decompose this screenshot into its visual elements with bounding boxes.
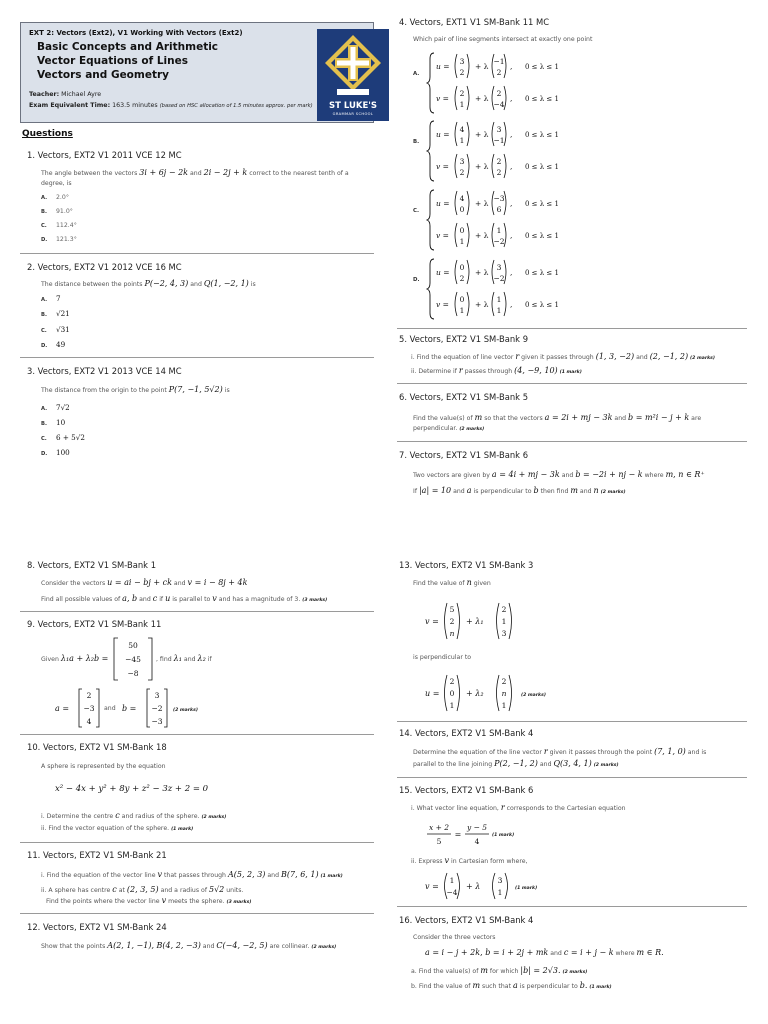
q11-part-i: i. Find the equation of the vector line v that passes through A(5, 2, 3) and B(7, 6, 1) (1 mark) <box>41 870 343 879</box>
q15-title: 15. Vectors, EXT2 V1 SM-Bank 6 <box>399 785 534 795</box>
fraction-numerator: y − 5 <box>466 823 488 832</box>
worksheet-header <box>20 22 377 123</box>
matrix-entry: −45 <box>125 655 141 664</box>
q2-option-a[interactable]: A. 7 <box>41 294 61 303</box>
q12-text: Show that the points A(2, 1, −1), B(4, 2, −3) and C(−4, −2, 5) are collinear. (2 marks) <box>41 941 337 950</box>
math-text: , <box>510 130 513 139</box>
math-text: 1 <box>496 295 502 304</box>
math-text: 0 <box>459 263 465 272</box>
matrix-entry: 4 <box>86 717 92 726</box>
matrix-entry: −3 <box>83 704 95 713</box>
q9-text-2: , find λ₁ and λ₂ if <box>156 654 212 663</box>
math-text: 0 ≤ λ ≤ 1 <box>525 63 559 71</box>
math-text: , <box>510 268 513 277</box>
school-logo <box>317 29 389 121</box>
math-text: , <box>510 300 513 309</box>
topic-2: Vector Equations of Lines <box>37 55 188 67</box>
matrix-entry: −3 <box>151 717 163 726</box>
math-text: 2 <box>459 89 465 98</box>
math-text: 3 <box>496 263 502 272</box>
math-text: 0 ≤ λ ≤ 1 <box>525 301 559 309</box>
q1-option-d[interactable]: D. 121.3° <box>41 236 77 243</box>
q15-i-marks: (1 mark) <box>492 833 515 838</box>
vector-entry: 1 <box>501 617 507 626</box>
line-pair-system <box>426 187 606 253</box>
option-letter: A. <box>413 71 420 77</box>
math-text: 2 <box>496 89 502 98</box>
q9-rhs-matrix <box>113 637 153 681</box>
math-text: 4 <box>459 125 465 134</box>
q10-text: A sphere is represented by the equation <box>41 763 166 770</box>
vector-entry: 5 <box>449 605 455 614</box>
vector-entry: 1 <box>449 701 455 710</box>
math-text: 1 <box>459 237 465 246</box>
q3-option-c[interactable]: C. 6 + 5√2 <box>41 433 85 442</box>
math-text: 1 <box>459 136 465 145</box>
logo-name: ST LUKE'S <box>328 101 377 111</box>
divider <box>397 906 747 907</box>
questions-heading: Questions <box>22 129 73 139</box>
math-text: 0 ≤ λ ≤ 1 <box>525 269 559 277</box>
q7-text: Two vectors are given by a = 4i + mj − 3k and b = −2i + nj − k where m, n ∈ R⁺ <box>413 470 705 479</box>
q15-lambda: + λ <box>466 882 481 891</box>
q4-option-b[interactable] <box>413 118 613 184</box>
q15-v-label: v = <box>425 882 439 891</box>
math-text: v = <box>436 300 449 309</box>
q11-part-ii-2: Find the points where the vector line v meets the sphere. (3 marks) <box>46 896 252 905</box>
math-text: −4 <box>493 100 505 109</box>
q13-lambda1: + λ₁ <box>466 617 484 626</box>
math-text: −2 <box>493 274 505 283</box>
q9-text: Given λ₁a + λ₂b = <box>41 654 109 663</box>
math-text: + λ <box>475 94 489 103</box>
q7-text-2: If |a| = 10 and a is perpendicular to b then find m and n (2 marks) <box>413 486 626 495</box>
divider <box>20 357 374 358</box>
q2-option-b[interactable]: B. √21 <box>41 309 70 318</box>
q6-text-2: perpendicular. (2 marks) <box>413 425 485 432</box>
topic-1: Basic Concepts and Arithmetic <box>37 41 219 53</box>
math-text: v = <box>436 94 449 103</box>
q4-text: Which pair of line segments intersect at exactly one point <box>413 36 593 43</box>
q1-option-c[interactable]: C. 112.4° <box>41 222 77 229</box>
math-text: + λ <box>475 162 489 171</box>
math-text: , <box>510 199 513 208</box>
q13-title: 13. Vectors, EXT2 V1 SM-Bank 3 <box>399 560 534 570</box>
divider <box>20 611 374 612</box>
divider <box>397 328 747 329</box>
math-text: 0 ≤ λ ≤ 1 <box>525 163 559 171</box>
vector-entry: −4 <box>446 888 458 897</box>
q5-part-ii: ii. Determine if r passes through (4, −9, 10) (1 mark) <box>411 366 582 375</box>
q2-text: The distance between the points P(−2, 4, 3) and Q(1, −2, 1) is <box>41 279 256 288</box>
q10-equation: x² − 4x + y² + 8y + z² − 3z + 2 = 0 <box>55 784 209 794</box>
q10-title: 10. Vectors, EXT2 V1 SM-Bank 18 <box>27 742 167 752</box>
q13-marks: (2 marks) <box>521 693 546 698</box>
math-text: u = <box>436 268 450 277</box>
time-line: Exam Equivalent Time: 163.5 minutes (based on HSC allocation of 1.5 minutes approx. per mark) <box>29 102 313 109</box>
q13-u-point <box>441 674 463 712</box>
q3-option-a[interactable]: A. 7√2 <box>41 403 70 412</box>
equals-sign: = <box>454 830 462 839</box>
math-text: 0 ≤ λ ≤ 1 <box>525 95 559 103</box>
q15-part-ii: ii. Express v in Cartesian form where, <box>411 856 528 865</box>
math-text: 3 <box>459 157 465 166</box>
q2-option-c[interactable]: C. √31 <box>41 325 70 334</box>
math-text: −1 <box>493 136 505 145</box>
math-text: 0 ≤ λ ≤ 1 <box>525 232 559 240</box>
math-text: , <box>510 94 513 103</box>
vector-entry: 3 <box>497 876 503 885</box>
math-text: + λ <box>475 130 489 139</box>
math-text: + λ <box>475 199 489 208</box>
matrix-entry: −8 <box>127 669 139 678</box>
q16-vectors: a = i − j + 2k, b = i + 2j + mk and c = i + j − k where m ∈ R. <box>425 948 664 957</box>
vector-entry: 2 <box>501 605 507 614</box>
vector-entry: 3 <box>501 629 507 638</box>
q6-text: Find the value(s) of m so that the vectors a = 2i + mj − 3k and b = m²i − j + k are <box>413 413 702 422</box>
vector-entry: n <box>501 689 507 698</box>
q15-v-direction <box>489 872 511 900</box>
math-text: 1 <box>459 100 465 109</box>
divider <box>397 441 747 442</box>
math-text: 0 ≤ λ ≤ 1 <box>525 200 559 208</box>
q1-text-2: degree, is <box>41 180 72 187</box>
q9-b-matrix <box>146 688 168 728</box>
math-text: u = <box>436 199 450 208</box>
fraction-denominator: 4 <box>474 837 480 846</box>
q16-text: Consider the three vectors <box>413 934 496 941</box>
q1-option-a[interactable]: A. 2.0° <box>41 194 69 201</box>
school-crest-icon <box>317 29 389 99</box>
q13-v-point <box>441 602 463 640</box>
vector-entry: 1 <box>449 876 455 885</box>
math-text: + λ <box>475 62 489 71</box>
q4-option-c[interactable] <box>413 187 613 253</box>
q9-and: and <box>104 705 116 712</box>
q7-title: 7. Vectors, EXT2 V1 SM-Bank 6 <box>399 450 529 460</box>
q3-option-b[interactable]: B. 10 <box>41 418 66 427</box>
q1-text: The angle between the vectors 3i + 6j − 2k and 2i − 2j + k correct to the nearest tenth of a <box>41 168 349 177</box>
teacher-line: Teacher: Michael Ayre <box>29 91 102 98</box>
vector-entry: 2 <box>449 677 455 686</box>
q8-text: Consider the vectors u = ai − bj + ck and v = i − 8j + 4k <box>41 578 248 587</box>
math-text: 2 <box>459 168 465 177</box>
q10-part-i: i. Determine the centre c and radius of the sphere. (2 marks) <box>41 811 227 820</box>
q14-text: Determine the equation of the line vector r given it passes through the point (7, 1, 0) and is <box>413 747 707 756</box>
math-text: 2 <box>496 68 502 77</box>
q13-lambda2: + λ₂ <box>466 689 484 698</box>
matrix-entry: 2 <box>86 691 92 700</box>
math-text: −2 <box>493 237 505 246</box>
vector-entry: 1 <box>501 701 507 710</box>
math-text: 3 <box>496 125 502 134</box>
q4-option-d[interactable] <box>413 256 613 322</box>
math-text: 1 <box>496 226 502 235</box>
q5-part-i: i. Find the equation of line vector r given it passes through (1, 3, −2) and (2, −1, 2) (2 marks) <box>411 352 715 361</box>
option-letter: C. <box>413 208 420 214</box>
q4-option-a[interactable] <box>413 50 613 116</box>
matrix-entry: 3 <box>154 691 160 700</box>
math-text: 0 <box>459 226 465 235</box>
q16-title: 16. Vectors, EXT2 V1 SM-Bank 4 <box>399 915 534 925</box>
divider <box>20 734 374 735</box>
math-text: 0 ≤ λ ≤ 1 <box>525 131 559 139</box>
divider <box>397 383 747 384</box>
math-text: 1 <box>496 306 502 315</box>
math-text: −3 <box>493 194 505 203</box>
vector-entry: 2 <box>501 677 507 686</box>
q10-part-ii: ii. Find the vector equation of the sphere. (1 mark) <box>41 825 194 832</box>
divider <box>20 913 374 914</box>
math-text: u = <box>436 130 450 139</box>
q16-part-a: a. Find the value(s) of m for which |b| = 2√3. (2 marks) <box>411 966 588 975</box>
course-title: EXT 2: Vectors (Ext2), V1 Working With Vectors (Ext2) <box>29 29 243 37</box>
q13-v-label: v = <box>425 617 439 626</box>
matrix-entry: −2 <box>151 704 163 713</box>
math-text: 0 <box>459 205 465 214</box>
math-text: 4 <box>459 194 465 203</box>
q4-title: 4. Vectors, EXT1 V1 SM-Bank 11 MC <box>399 17 550 27</box>
math-text: , <box>510 62 513 71</box>
q11-title: 11. Vectors, EXT2 V1 SM-Bank 21 <box>27 850 167 860</box>
q3-title: 3. Vectors, EXT2 V1 2013 VCE 14 MC <box>27 366 182 376</box>
q16-part-b: b. Find the value of m such that a is perpendicular to b. (1 mark) <box>411 981 612 990</box>
q13-v-direction <box>493 602 515 640</box>
math-text: 0 <box>459 295 465 304</box>
q9-b-label: b = <box>122 704 137 713</box>
q2-option-d[interactable]: D. 49 <box>41 340 66 349</box>
math-text: 1 <box>459 306 465 315</box>
divider <box>397 721 747 722</box>
q8-text-2: Find all possible values of a, b and c if u is parallel to v and has a magnitude of 3. (3 marks) <box>41 594 328 603</box>
math-text: 2 <box>496 157 502 166</box>
q15-v-point <box>441 872 463 900</box>
q14-title: 14. Vectors, EXT2 V1 SM-Bank 4 <box>399 728 534 738</box>
q12-title: 12. Vectors, EXT2 V1 SM-Bank 24 <box>27 922 167 932</box>
line-pair-system <box>426 50 606 116</box>
math-text: + λ <box>475 231 489 240</box>
q14-text-2: parallel to the line joining P(2, −1, 2) and Q(3, 4, 1) (2 marks) <box>413 759 619 768</box>
divider <box>20 253 374 254</box>
q9-marks: (2 marks) <box>173 708 198 713</box>
option-letter: D. <box>413 277 420 283</box>
q9-a-label: a = <box>55 704 70 713</box>
math-text: 3 <box>459 57 465 66</box>
fraction-denominator: 5 <box>436 837 442 846</box>
q9-title: 9. Vectors, EXT2 V1 SM-Bank 11 <box>27 619 162 629</box>
math-text: , <box>510 162 513 171</box>
math-text: v = <box>436 231 449 240</box>
line-pair-system <box>426 256 606 322</box>
fraction-numerator: x + 2 <box>428 823 450 832</box>
q9-a-matrix <box>78 688 100 728</box>
logo-subtitle: GRAMMAR SCHOOL <box>332 112 374 116</box>
q1-title: 1. Vectors, EXT2 V1 2011 VCE 12 MC <box>27 150 182 160</box>
math-text: u = <box>436 62 450 71</box>
vector-entry: n <box>449 629 455 638</box>
math-text: 6 <box>496 205 502 214</box>
q13-u-direction <box>493 674 515 712</box>
vector-entry: 1 <box>497 888 503 897</box>
q13-u-label: u = <box>425 689 440 698</box>
divider <box>20 842 374 843</box>
vector-entry: 2 <box>449 617 455 626</box>
q3-option-d[interactable]: D. 100 <box>41 448 70 457</box>
q8-title: 8. Vectors, EXT2 V1 SM-Bank 1 <box>27 560 157 570</box>
q3-text: The distance from the origin to the point P(7, −1, 5√2) is <box>41 385 230 394</box>
matrix-entry: 50 <box>128 641 138 650</box>
topic-3: Vectors and Geometry <box>37 69 170 81</box>
math-text: 2 <box>496 168 502 177</box>
option-letter: B. <box>413 139 420 145</box>
q11-part-ii: ii. A sphere has centre c at (2, 3, 5) and a radius of 5√2 units. <box>41 885 244 894</box>
q13-text: Find the value of n given <box>413 578 491 587</box>
math-text: , <box>510 231 513 240</box>
math-text: + λ <box>475 268 489 277</box>
q5-title: 5. Vectors, EXT2 V1 SM-Bank 9 <box>399 334 529 344</box>
q1-option-b[interactable]: B. 91.0° <box>41 208 73 215</box>
math-text: + λ <box>475 300 489 309</box>
q15-ii-marks: (1 mark) <box>515 886 538 891</box>
q13-text-2: is perpendicular to <box>413 654 472 661</box>
q2-title: 2. Vectors, EXT2 V1 2012 VCE 16 MC <box>27 262 182 272</box>
math-text: v = <box>436 162 449 171</box>
vector-entry: 0 <box>449 689 455 698</box>
math-text: −1 <box>493 57 505 66</box>
divider <box>397 777 747 778</box>
q15-part-i: i. What vector line equation, r corresponds to the Cartesian equation <box>411 803 626 812</box>
line-pair-system <box>426 118 606 184</box>
math-text: 2 <box>459 274 465 283</box>
math-text: 2 <box>459 68 465 77</box>
q6-title: 6. Vectors, EXT2 V1 SM-Bank 5 <box>399 392 529 402</box>
